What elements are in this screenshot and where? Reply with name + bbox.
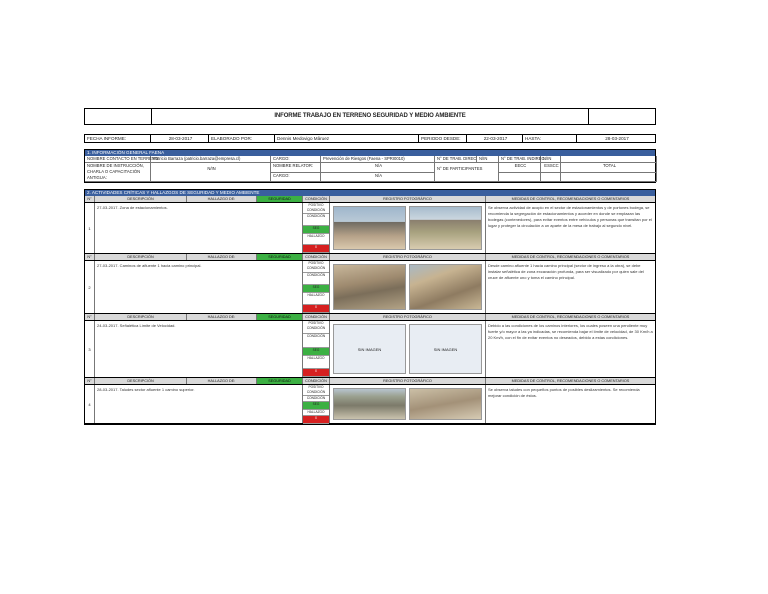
activity-block [85, 196, 655, 254]
activity-row [85, 203, 655, 254]
row-condition [303, 321, 330, 377]
report-info-row [84, 134, 656, 143]
contacto-label: NOMBRE CONTACTO EN TERRENO [87, 156, 159, 161]
general-grid [85, 156, 655, 182]
row-photos [330, 385, 486, 423]
site-photo [409, 388, 482, 420]
cargo-value: Prevención de Riesgos (Faena - SPRI0010) [321, 156, 435, 163]
site-photo [409, 264, 482, 310]
cond-a: POSITIVO CONDICIÓN [303, 385, 329, 396]
trab2-label: N° DE TRAB. INDIREC [501, 156, 545, 161]
row-description: 24-03-2017. Señalética Límite de Velocidad. [95, 321, 303, 377]
col-desc: DESCRIPCIÓN [95, 314, 187, 320]
hasta-label: HASTA: [523, 135, 577, 142]
row-number: 1 [85, 203, 95, 253]
cond-mal: X [303, 416, 329, 424]
col-medidas: MEDIDAS DE CONTROL, RECOMENDACIONES O COMENTARIOS [511, 255, 630, 259]
fecha-label: FECHA INFORME: [85, 135, 151, 142]
activity-header [85, 196, 655, 203]
col-n: N° [85, 254, 95, 260]
cond-b: CONDICIÓN [303, 273, 329, 285]
activity-block [85, 378, 655, 424]
cond-hallazgo: HALLAZGO [303, 293, 329, 305]
col-n: N° [85, 196, 95, 202]
cond-ok: SEG [303, 402, 329, 410]
row-condition [303, 261, 330, 313]
col-cond: CONDICIÓN [303, 196, 330, 202]
relator-value: N/A [321, 163, 435, 173]
trab2-value: N/IN [541, 156, 561, 163]
cargo-label: CARGO: [271, 156, 321, 163]
row-note: Se observa actividad de acopio en el sector de estacionamientos y de portones bodega, se recomienda la segregación de estacionamientos y acceder en donde se emplazan las bodegas (contenedores), para evitar eventos entre vehículos y personas que transitan por el lugar y proteger la circulación a un aparte de la mesa de trabajo al segundo nivel. [488, 205, 652, 228]
cond-b: CONDICIÓN [303, 334, 329, 347]
col-registro: REGISTRO FOTOGRÁFICO [330, 254, 486, 260]
estr-label: NOMBRE DE INSTRUCCIÓN, CHARLA O CAPACITACIÓN ANTIGUA: [85, 163, 151, 182]
trab-label: N° DE TRAB. DIREC [437, 156, 477, 161]
part-col-total: TOTAL [561, 163, 657, 173]
col-n: N° [85, 314, 95, 320]
row-photos [330, 321, 486, 377]
col-desc: DESCRIPCIÓN [95, 378, 187, 384]
col-desc: DESCRIPCIÓN [95, 196, 187, 202]
row-number: 2 [85, 261, 95, 313]
col-cond: CONDICIÓN [303, 314, 330, 320]
logo-right [588, 109, 655, 124]
relator-label: NOMBRE RELATOR: [271, 163, 321, 173]
row-condition [303, 385, 330, 423]
desde-label: PERIODO DESDE: [419, 135, 467, 142]
row-condition [303, 203, 330, 253]
col-hallazgo: HALLAZGO DE: [187, 196, 257, 202]
col-hallazgo: HALLAZGO DE: [187, 314, 257, 320]
cond-ok: SEG [303, 348, 329, 356]
section-1-header: 1. INFORMACIÓN GENERAL FAENA [85, 150, 655, 156]
contacto-value: Patricio Barraza (patricio.barraza@empresa.cl) [151, 156, 271, 163]
cond-hallazgo: HALLAZGO [303, 356, 329, 369]
col-tipo: SEGURIDAD [257, 254, 303, 260]
cond-mal: X [303, 245, 329, 253]
activity-block [85, 254, 655, 314]
activity-header [85, 254, 655, 261]
site-photo [333, 264, 406, 310]
cond-mal: X [303, 369, 329, 377]
row-note: Se observa taludes con pequeños puntos de posibles deslizamientos. Se recomienda mejorar condición de éstos. [488, 387, 640, 398]
part-val-1 [499, 173, 541, 183]
desde-value: 22-03-2017 [467, 135, 523, 142]
col-desc: DESCRIPCIÓN [95, 254, 187, 260]
site-photo [333, 206, 406, 250]
cond-hallazgo: HALLAZGO [303, 234, 329, 245]
col-registro: REGISTRO FOTOGRÁFICO [330, 314, 486, 320]
cond-a: POSITIVO CONDICIÓN [303, 261, 329, 273]
participantes-label: N° DE PARTICIPANTES [435, 163, 499, 182]
col-cond: CONDICIÓN [303, 378, 330, 384]
col-medidas: MEDIDAS DE CONTROL, RECOMENDACIONES O COMENTARIOS [511, 197, 630, 201]
row-description: 28-03-2017. Taludes sector afluente 1 camino superior. [95, 385, 303, 423]
col-hallazgo: HALLAZGO DE: [187, 378, 257, 384]
cargo2-value: N/A [321, 173, 435, 183]
row-photos [330, 261, 486, 313]
col-medidas: MEDIDAS DE CONTROL, RECOMENDACIONES O COMENTARIOS [511, 379, 630, 383]
fecha-value: 28-03-2017 [151, 135, 209, 142]
col-medidas: MEDIDAS DE CONTROL, RECOMENDACIONES O COMENTARIOS [511, 315, 630, 319]
activity-row [85, 321, 655, 378]
report-title: INFORME TRABAJO EN TERRENO SEGURIDAD Y MEDIO AMBIENTE [274, 113, 466, 119]
cond-a: POSITIVO CONDICIÓN [303, 203, 329, 214]
activity-rows [85, 196, 655, 424]
cond-mal: X [303, 305, 329, 313]
col-hallazgo: HALLAZGO DE: [187, 254, 257, 260]
site-photo [409, 206, 482, 250]
cargo2-label: CARGO: [271, 173, 321, 183]
row-number: 3 [85, 321, 95, 377]
col-n: N° [85, 378, 95, 384]
cond-a: POSITIVO CONDICIÓN [303, 321, 329, 334]
report-sheet [84, 108, 656, 425]
activity-row [85, 261, 655, 314]
col-tipo: SEGURIDAD [257, 196, 303, 202]
row-description: 27-03-2017. Caminos de afluente 1 hacia camino principal. [95, 261, 303, 313]
elaborado-value: Dennis Medovigo Mâruez [275, 135, 419, 142]
col-cond: CONDICIÓN [303, 254, 330, 260]
col-tipo: SEGURIDAD [257, 314, 303, 320]
activity-header [85, 314, 655, 321]
activities-section [84, 189, 656, 425]
cond-ok: SEG [303, 226, 329, 234]
row-photos [330, 203, 486, 253]
col-tipo: SEGURIDAD [257, 378, 303, 384]
activity-header [85, 378, 655, 385]
cond-b: CONDICIÓN [303, 396, 329, 402]
elaborado-label: ELABORADO POR: [209, 135, 275, 142]
estr-value: N/IN [151, 163, 271, 182]
cond-hallazgo: HALLAZGO [303, 410, 329, 416]
part-val-3 [561, 173, 657, 183]
row-note: Debido a las condiciones de los caminos interiores, los cuales poseen una pendiente muy fuerte y/o mayor a las ya indicadas, se recomienda bajar el límite de velocidad, de 30 Km/h a 20 Km/h, con el fin de evitar eventos no deseados, debido a estas condiciones. [488, 323, 653, 340]
part-col-esscc: ESSCC [541, 163, 561, 173]
row-number: 4 [85, 385, 95, 423]
row-note: Desde camino afluente 1 hacia camino principal (sector de ingreso a la obra), se debe instalar señalética de zona excavación profunda, para ser visualizado por quien sale del cruce de afluente uno y toma el camino principal. [488, 263, 644, 280]
cond-ok: SEG [303, 285, 329, 293]
col-registro: REGISTRO FOTOGRÁFICO [330, 378, 486, 384]
blank-cell [561, 156, 657, 163]
no-image-placeholder: SIN IMAGEN [333, 324, 406, 374]
logo-left [85, 109, 152, 124]
hasta-value: 28-03-2017 [605, 136, 629, 141]
part-val-2 [541, 173, 561, 183]
section-2-header: 2. ACTIVIDADES CRÍTICAS Y HALLAZGOS DE SEGURIDAD Y MEDIO AMBIENTE [85, 190, 655, 196]
part-col-eecc: EECC [499, 163, 541, 173]
trab-value: N/IN [477, 156, 499, 163]
col-registro: REGISTRO FOTOGRÁFICO [330, 196, 486, 202]
activity-row [85, 385, 655, 424]
site-photo [333, 388, 406, 420]
activity-block [85, 314, 655, 378]
row-description: 27-03-2017. Zona de estacionamientos. [95, 203, 303, 253]
general-section [84, 149, 656, 183]
cond-b: CONDICIÓN [303, 214, 329, 225]
report-title-bar [84, 108, 656, 125]
no-image-placeholder: SIN IMAGEN [409, 324, 482, 374]
